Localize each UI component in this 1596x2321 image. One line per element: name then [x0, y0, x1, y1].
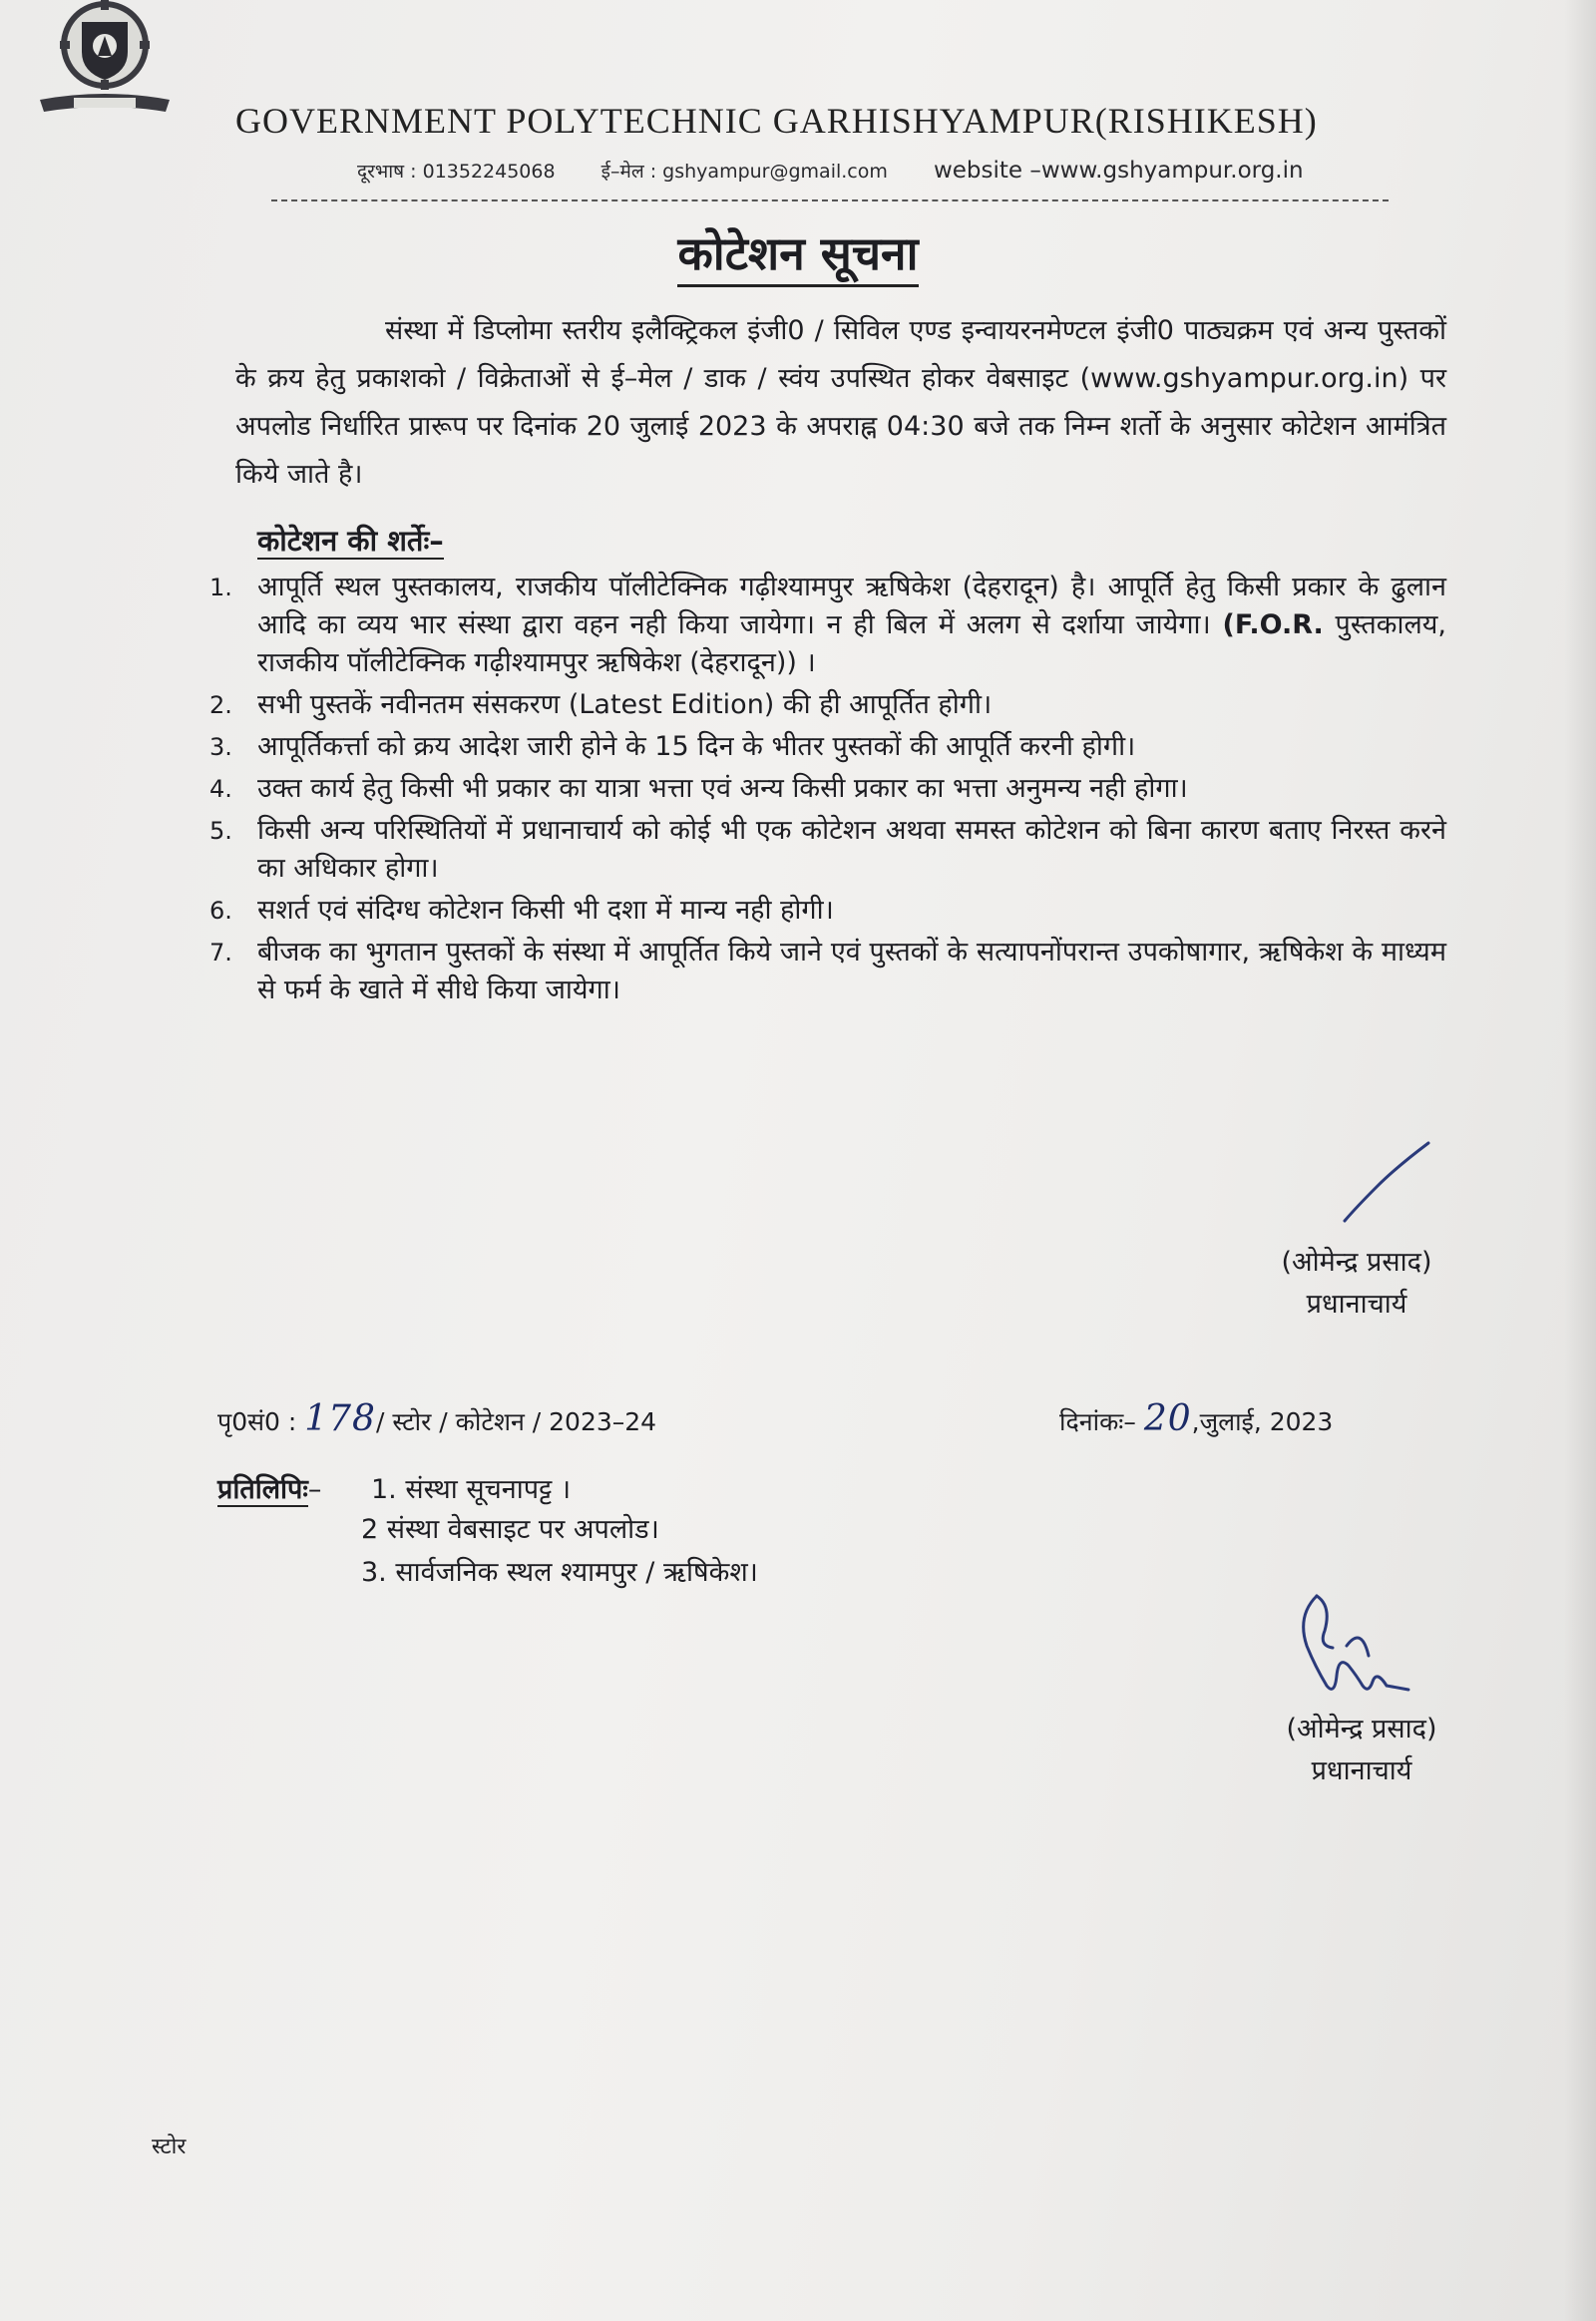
contact-line: [357, 158, 1404, 184]
reference-suffix: / स्टोर / कोटेशन / 2023–24: [375, 1407, 657, 1436]
signature-block-1: [1267, 1242, 1446, 1326]
term-number: 7.: [209, 939, 232, 967]
email-address: ई–मेल : gshyampur@gmail.com: [600, 161, 888, 183]
terms-heading-text: कोटेशन की शर्तेः–: [257, 524, 444, 558]
copy-item: 3. सार्वजनिक स्थल श्यामपुर / ऋषिकेश।: [361, 1557, 758, 1588]
date-rest: ,जुलाई, 2023: [1191, 1407, 1334, 1436]
copy-item: 2 संस्था वेबसाइट पर अपलोड।: [361, 1514, 659, 1545]
term-number: 5.: [209, 817, 232, 845]
signatory-designation: प्रधानाचार्य: [1306, 1289, 1407, 1320]
reference-prefix: पृ0सं0 :: [217, 1407, 297, 1436]
term-number: 1.: [209, 574, 232, 601]
copies-dash: –: [307, 1474, 322, 1505]
institution-name: GOVERNMENT POLYTECHNIC GARHISHYAMPUR(RISHIKESH): [235, 101, 1318, 141]
term-number: 3.: [209, 733, 232, 761]
date-label: दिनांकः–: [1059, 1407, 1136, 1436]
copy-item: 1. संस्था सूचनापट्ट ।: [371, 1474, 572, 1505]
intro-paragraph: संस्था में डिप्लोमा स्तरीय इलैक्ट्रिकल इंजी0 / सिविल एण्ड इन्वायरनमेण्टल इंजी0 पाठ्यक्रम एवं अन्य पुस्तकों के क्रय हेतु प्रकाशको / विक्रेताओं से ई–मेल / डाक / स्वंय उपस्थित होकर वेबसाइट (www.gshyampur.org.in) पर अपलोड निर्धारित प्रारूप पर दिनांक 20 जुलाई 2023 के अपराह्न 04:30 बजे तक निम्न शर्तो के अनुसार कोटेशन आमंत्रित किये जाते है।: [235, 315, 1446, 490]
term-text: आपूर्तिकर्त्ता को क्रय आदेश जारी होने के 15 दिन के भीतर पुस्तकों की आपूर्ति करनी होगी।: [257, 731, 1136, 762]
website-link[interactable]: website –www.gshyampur.org.in: [933, 158, 1304, 184]
header-divider: [271, 199, 1389, 201]
phone-number: दूरभाष : 01352245068: [357, 161, 556, 183]
copies-label-text: प्रतिलिपिः: [217, 1474, 308, 1505]
term-text: आपूर्ति स्थल पुस्तकालय, राजकीय पॉलीटेक्निक गढ़ीश्यामपुर ऋषिकेश (देहरादून) है। आपूर्ति हेतु किसी प्रकार के ढुलान आदि का व्यय भार संस्था द्वारा वहन नही किया जायेगा। न ही बिल में अलग से दर्शाया जायेगा।: [257, 572, 1446, 640]
term-text: सभी पुस्तकें नवीनतम संसकरण (Latest Edition) की ही आपूर्तित होगी।: [257, 689, 993, 720]
signatory-name: (ओमेन्द्र प्रसाद): [1286, 1714, 1437, 1744]
term-text: बीजक का भुगतान पुस्तकों के संस्था में आपूर्तित किये जाने एवं पुस्तकों के सत्यापनोंपरान्त उपकोषागार, ऋषिकेश के माध्यम से फर्म के खाते में सीधे किया जायेगा।: [257, 937, 1446, 1005]
term-text: उक्त कार्य हेतु किसी भी प्रकार का यात्रा भत्ता एवं अन्य किसी प्रकार का भत्ता अनुमन्य नही होगा।: [257, 773, 1188, 804]
term-item: [200, 892, 1446, 930]
signatory-name: (ओमेन्द्र प्रसाद): [1281, 1247, 1432, 1278]
footer-store-label: स्टोर: [152, 2134, 187, 2159]
issue-date: [1059, 1398, 1333, 1439]
term-number: 2.: [209, 691, 232, 719]
term-bold-text: (F.O.R.: [1222, 609, 1324, 640]
term-item: [200, 812, 1446, 888]
page-title: [0, 221, 1596, 283]
principal-handwritten-signature-icon: [1277, 1586, 1426, 1711]
reference-handwritten-number: 178: [304, 1398, 376, 1439]
term-tail-text: पुस्तकालय, राजकीय पॉलीटेक्निक गढ़ीश्यामपुर ऋषिकेश (देहरादून)) ।: [257, 609, 1446, 678]
term-item: [200, 686, 1446, 724]
term-number: 4.: [209, 775, 232, 803]
institution-emblem-icon: [30, 0, 180, 125]
term-item: [200, 934, 1446, 1009]
terms-heading: [257, 521, 444, 560]
principal-signature-stroke-icon: [1337, 1137, 1436, 1227]
term-text: किसी अन्य परिस्थितियों में प्रधानाचार्य को कोई भी एक कोटेशन अथवा समस्त कोटेशन को बिना कारण बताए निरस्त करने का अधिकार होगा।: [257, 815, 1446, 884]
term-item: [200, 770, 1446, 808]
term-item: [200, 728, 1446, 766]
date-handwritten-day: 20: [1143, 1398, 1192, 1439]
terms-list: [200, 569, 1446, 1013]
term-item: [200, 569, 1446, 682]
page-title-text: कोटेशन सूचना: [677, 226, 918, 287]
reference-number: [217, 1398, 656, 1439]
signature-block-2: [1267, 1709, 1456, 1792]
term-text: सशर्त एवं संदिग्ध कोटेशन किसी भी दशा में मान्य नही होगी।: [257, 895, 834, 926]
copies-label: [217, 1469, 321, 1506]
signatory-designation: प्रधानाचार्य: [1311, 1755, 1412, 1786]
term-number: 6.: [209, 897, 232, 925]
